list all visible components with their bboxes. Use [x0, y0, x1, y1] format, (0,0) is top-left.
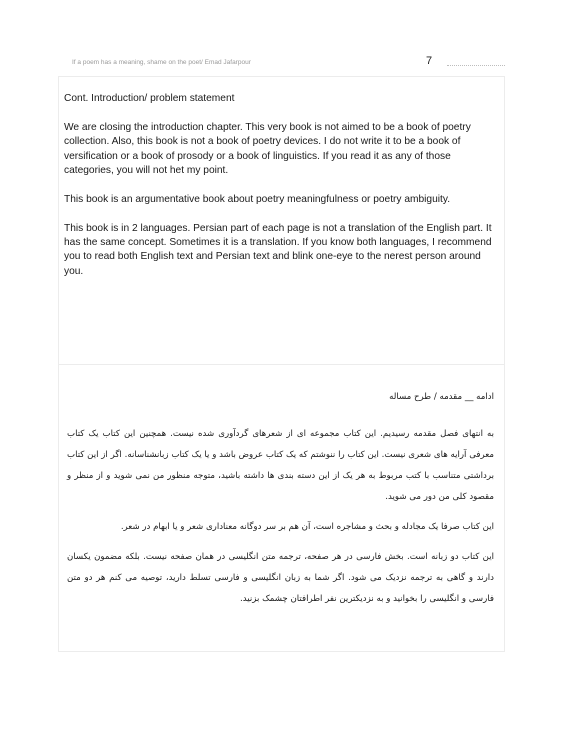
english-paragraph: This book is an argumentative book about poetry meaningfulness or poetry ambiguity.	[64, 193, 451, 205]
english-paragraph: This book is in 2 languages. Persian part of each page is not a translation of the English part. It has the same concept. Sometimes it is a translation. If you know both languages, I recommend you to read both English text and Persian text and blink one-eye to the nerest person around you.	[64, 222, 492, 277]
content-frame	[58, 76, 505, 652]
english-heading: Cont. Introduction/ problem statement	[64, 93, 235, 104]
running-header-quote: If a poem has a meaning, shame on the poet/ Emad Jafarpour	[72, 59, 251, 66]
page-number: 7	[426, 55, 433, 67]
persian-paragraph: این کتاب دو زبانه است. بخش فارسی در هر صفحه، ترجمه متن انگلیسی در همان صفحه نیست. بلکه مضمون یکسان دارند و گاهی به ترجمه نزدیک می شود. اگر شما به زبان انگلیسی و فارسی تسلط دارید، توصیه می کنم هر دو متن فارسی و انگلیسی را بخوانید و به نزدیکترین نفر اطرافتان چشمک بزنید.	[67, 552, 494, 604]
section-divider	[59, 364, 504, 365]
english-paragraph: We are closing the introduction chapter. This very book is not aimed to be a book of poetry collection. Also, this book is not a book of poetry devices. I do not write it to be a book of versification or a book of prosody or a book of linguistics. If you read it as any of those categories, you will not het my point.	[64, 121, 471, 177]
persian-paragraph: به انتهای فصل مقدمه رسیدیم. این کتاب مجموعه ای از شعرهای گردآوری شده نیست. همچنین این کتاب یک کتاب معرفی آرایه های شعری نیست. این کتاب را ننوشتم که یک کتاب عروض باشد و یا یک کتاب زبانشناسانه. اگر از این کتاب برداشتی متناسب با کتب مربوط به هر یک از این دسته بندی ها داشته باشید، متوجه منظور من نمی شوید و از منظر و مقصود کلی من دور می شوید.	[67, 429, 494, 502]
persian-section	[67, 387, 494, 619]
persian-paragraph: این کتاب صرفا یک مجادله و بحث و مشاجره است، آن هم بر سر دوگانه معناداری شعر و یا ابهام در شعر.	[120, 522, 494, 532]
header-rule	[447, 65, 505, 66]
english-section	[64, 92, 500, 294]
persian-heading: ادامه __ مقدمه / طرح مساله	[389, 392, 494, 402]
